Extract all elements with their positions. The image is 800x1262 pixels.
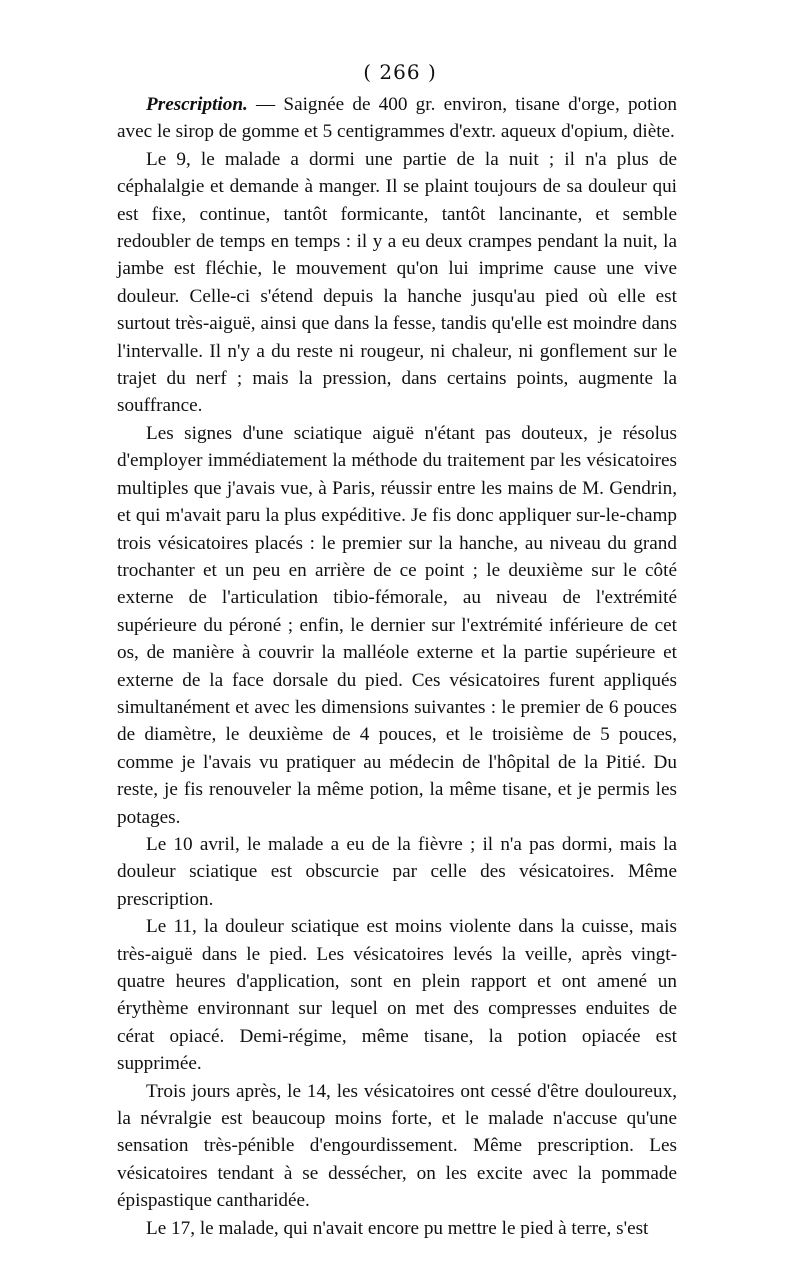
paragraph-prescription: [117, 91, 677, 146]
body-text: [117, 91, 677, 1242]
prescription-text: — Saignée de 400 gr. environ, tisane d'orge, potion avec le sirop de gomme et 5 centigrammes d'extr. aqueux d'opium, diète.: [117, 94, 677, 143]
paragraph-day-10: Le 10 avril, le malade a eu de la fièvre ; il n'a pas dormi, mais la douleur sciatique est obscurcie par celle des vésicatoires. Même prescription.: [117, 833, 677, 910]
paragraph-day-9: Le 9, le malade a dormi une partie de la nuit ; il n'a plus de céphalalgie et demande à manger. Il se plaint toujours de sa douleur qui est fixe, continue, tantôt formicante, tantôt lancinante, et semble redoubler de temps en temps : il y a eu deux crampes pendant la nuit, la jambe est fléchie, le mouvement qu'on lui imprime cause une vive douleur. Celle-ci s'étend depuis la hanche jusqu'au pied où elle est surtout très-aiguë, ainsi que dans la fesse, tandis qu'elle est moindre dans l'intervalle. Il n'y a du reste ni rougeur, ni chaleur, ni gonflement sur le trajet du nerf ; mais la pression, dans certains points, augmente la souffrance.: [117, 148, 677, 417]
paragraph-day-17: Le 17, le malade, qui n'avait encore pu mettre le pied à terre, s'est: [146, 1217, 649, 1239]
paragraph-day-11: Le 11, la douleur sciatique est moins violente dans la cuisse, mais très-aiguë dans le pied. Les vésicatoires levés la veille, après vingt-quatre heures d'application, sont en plein rapport et ont amené un érythème environnant sur lequel on met des compresses enduites de cérat opiacé. Demi-régime, même tisane, la potion opiacée est supprimée.: [117, 916, 677, 1075]
paragraph-day-14: Trois jours après, le 14, les vésicatoires ont cessé d'être douloureux, la névralgie est beaucoup moins forte, et le malade n'accuse qu'une sensation très-pénible d'engourdissement. Même prescription. Les vésicatoires tendant à se dessécher, on les excite avec la pommade épispastique cantharidée.: [117, 1080, 677, 1212]
paragraph-treatment: Les signes d'une sciatique aiguë n'étant pas douteux, je résolus d'employer immédiatement la méthode du traitement par les vésicatoires multiples que j'avais vue, à Paris, réussir entre les mains de M. Gendrin, et qui m'avait paru la plus expéditive. Je fis donc appliquer sur-le-champ trois vésicatoires placés : le premier sur la hanche, au niveau du grand trochanter et un peu en arrière de ce point ; le deuxième sur le côté externe de l'articulation tibio-fémorale, au niveau de l'extrémité supérieure du péroné ; enfin, le dernier sur l'extrémité inférieure de cet os, de manière à couvrir la malléole externe et la partie supérieure et externe de la face dorsale du pied. Ces vésicatoires furent appliqués simultanément et avec les dimensions suivantes : le premier de 6 pouces de diamètre, le deuxième de 4 pouces, et le troisième de 5 pouces, comme je l'avais vu pratiquer au médecin de l'hôpital de la Pitié. Du reste, je fis renouveler la même potion, la même tisane, et je permis les potages.: [117, 422, 677, 828]
page-number: ( 266 ): [363, 60, 437, 84]
prescription-heading: Prescription.: [146, 94, 248, 115]
